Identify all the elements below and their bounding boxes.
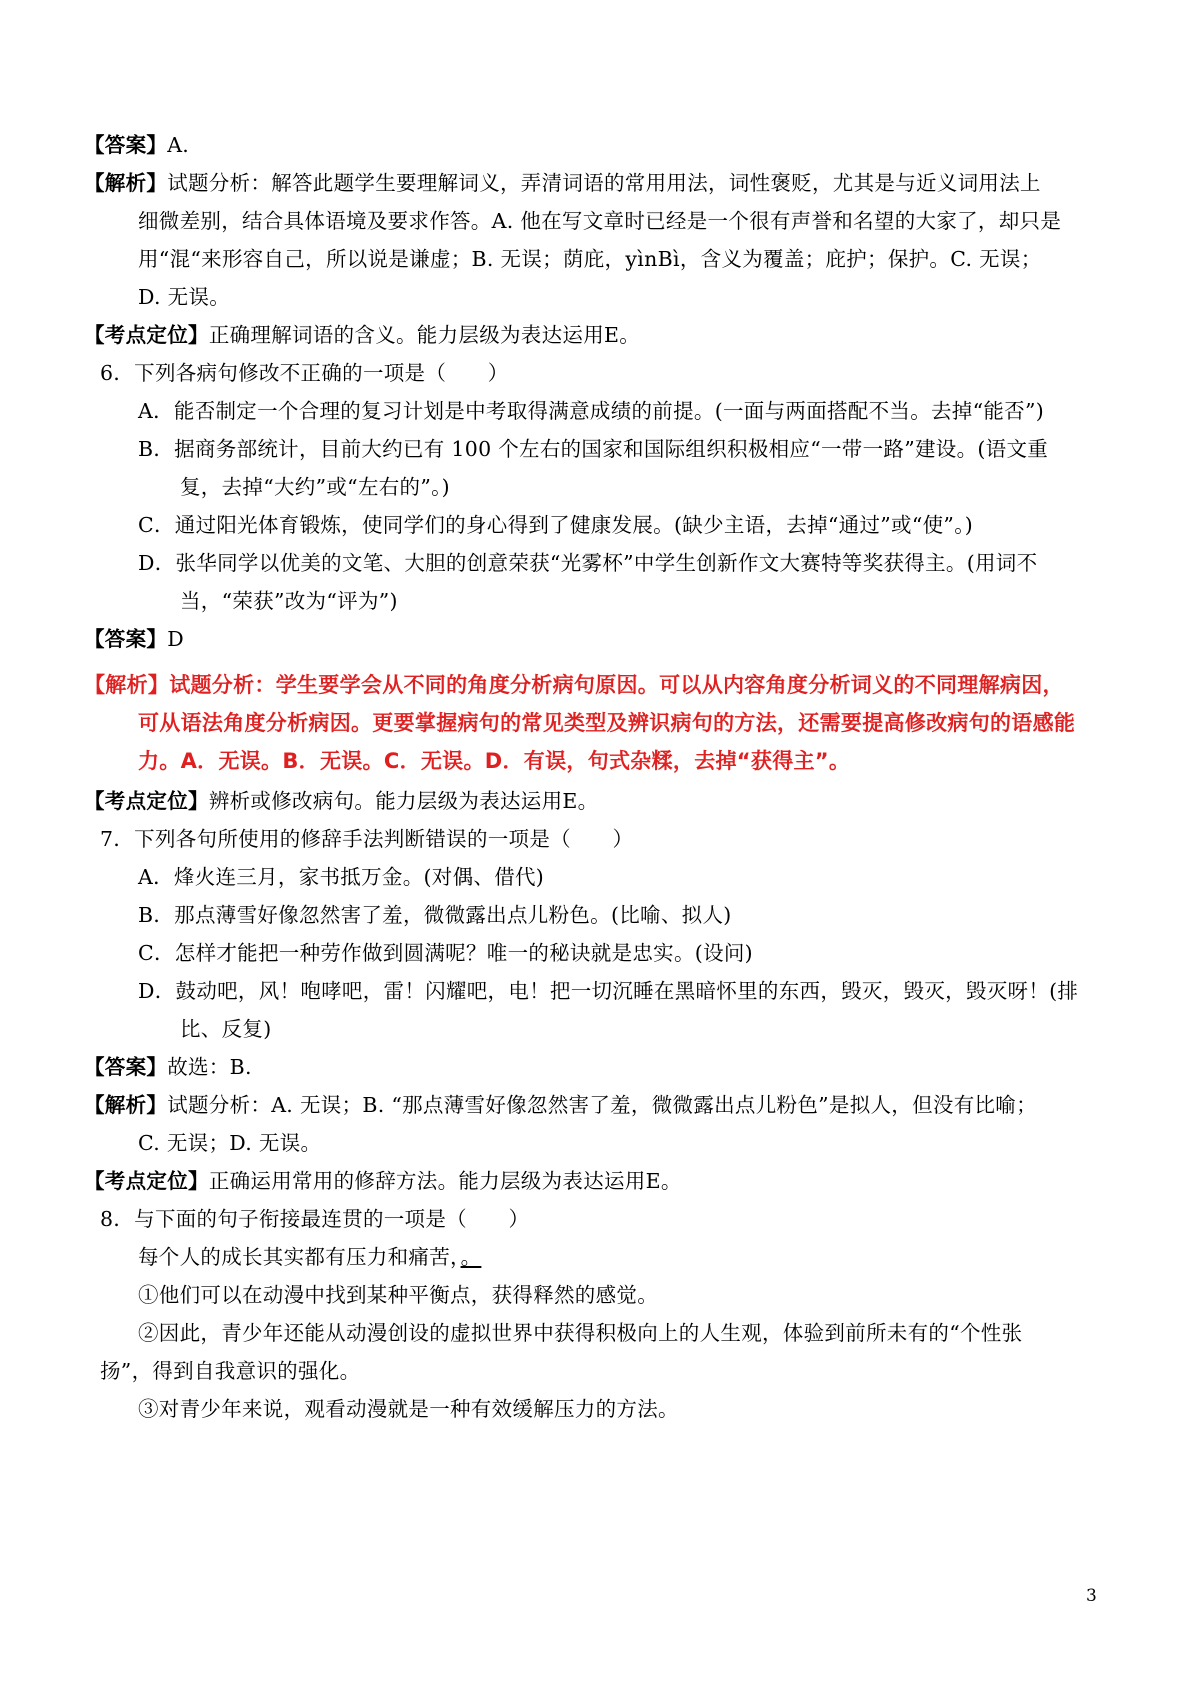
lead-blank: 。 [460,1245,482,1269]
q6-analysis-line-2: 可从语法角度分析病因。更要掌握病句的常见类型及辨识病句的方法，还需要提高修改病句的语感能 [138,711,1076,735]
answer-tag: 【答案】 [84,627,168,651]
q5-analysis-line-1 [84,168,1041,198]
q5-analysis-line-3: 用“混“来形容自己，所以说是谦虚；B. 无误；荫庇，yìnBì，含义为覆盖；庇护；保护。C. 无误； [138,247,1042,271]
q7-answer [84,1052,252,1082]
point-text: 正确理解词语的含义。能力层级为表达运用E。 [208,323,641,347]
q6-option-d-cont: 当，“荣获”改为“评为”) [180,589,398,613]
q5-point [84,320,640,350]
q6-option-b: B．据商务部统计，目前大约已有 100 个左右的国家和国际组织积极相应“一带一路”建设。(语文重 [138,437,1049,461]
q8-item-3: ③对青少年来说，观看动漫就是一种有效缓解压力的方法。 [138,1397,679,1421]
q7-analysis-line-1 [84,1090,1037,1120]
analysis-tag: 【解析】 [84,171,168,195]
point-text: 辨析或修改病句。能力层级为表达运用E。 [208,789,599,813]
answer-text: 故选：B. [167,1055,252,1079]
q6-option-a: A．能否制定一个合理的复习计划是中考取得满意成绩的前提。(一面与两面搭配不当。去掉“能否”) [138,399,1045,423]
point-tag: 【考点定位】 [84,323,209,347]
q5-analysis-line-4: D. 无误。 [138,285,231,309]
q8-item-2: ②因此，青少年还能从动漫创设的虚拟世界中获得积极向上的人生观，体验到前所未有的“个性张 [138,1321,1023,1345]
analysis-text: 试题分析：A. 无误；B. “那点薄雪好像忽然害了羞，微微露出点儿粉色”是拟人，但没有比喻； [167,1093,1037,1117]
analysis-tag: 【解析】 [84,1093,168,1117]
page-number: 3 [1086,1586,1097,1606]
q7-analysis-line-2: C. 无误；D. 无误。 [138,1131,322,1155]
q8-stem: 8．与下面的句子衔接最连贯的一项是（ ） [100,1207,530,1231]
q6-stem: 6．下列各病句修改不正确的一项是（ ） [100,361,509,385]
q6-analysis-line-3: 力。A．无误。B．无误。C．无误。D．有误，句式杂糅，去掉“获得主”。 [138,749,851,773]
q8-item-2-cont: 扬”，得到自我意识的强化。 [100,1359,361,1383]
answer-tag: 【答案】 [84,1055,168,1079]
analysis-text: 试题分析：解答此题学生要理解词义，弄清词语的常用用法，词性褒贬，尤其是与近义词用法上 [167,171,1041,195]
q7-point [84,1166,682,1196]
lead-text: 每个人的成长其实都有压力和痛苦， [138,1245,461,1269]
point-text: 正确运用常用的修辞方法。能力层级为表达运用E。 [208,1169,682,1193]
q7-stem: 7．下列各句所使用的修辞手法判断错误的一项是（ ） [100,827,634,851]
q6-option-c: C．通过阳光体育锻炼，使同学们的身心得到了健康发展。(缺少主语，去掉“通过”或“使”。) [138,513,974,537]
point-tag: 【考点定位】 [84,1169,209,1193]
q7-option-a: A．烽火连三月，家书抵万金。(对偶、借代) [138,865,545,889]
q6-option-d: D．张华同学以优美的文笔、大胆的创意荣获“光雾杯”中学生创新作文大赛特等奖获得主。(用词不 [138,551,1038,575]
answer-tag: 【答案】 [84,133,168,157]
q6-option-b-cont: 复，去掉“大约”或“左右的”。) [180,475,450,499]
q7-option-d: D．鼓动吧，风！咆哮吧，雷！闪耀吧，电！把一切沉睡在黑暗怀里的东西，毁灭，毁灭，毁灭呀！(排 [138,979,1079,1003]
q8-lead-sentence [138,1242,481,1272]
point-tag: 【考点定位】 [84,789,209,813]
answer-text: D [167,627,184,651]
q8-item-1: ①他们可以在动漫中找到某种平衡点，获得释然的感觉。 [138,1283,658,1307]
answer-text: A. [167,133,190,157]
q5-answer [84,130,189,160]
q6-analysis-line-1: 【解析】试题分析：学生要学会从不同的角度分析病句原因。可以从内容角度分析词义的不同理解病因， [84,673,1064,697]
q7-option-d-cont: 比、反复) [180,1017,272,1041]
q6-point [84,786,598,816]
q6-answer [84,624,184,654]
q5-analysis-line-2: 细微差别，结合具体语境及要求作答。A. 他在写文章时已经是一个很有声誉和名望的大家了，却只是 [138,209,1062,233]
q7-option-b: B．那点薄雪好像忽然害了羞，微微露出点儿粉色。(比喻、拟人) [138,903,732,927]
q7-option-c: C．怎样才能把一种劳作做到圆满呢？唯一的秘诀就是忠实。(设问) [138,941,753,965]
